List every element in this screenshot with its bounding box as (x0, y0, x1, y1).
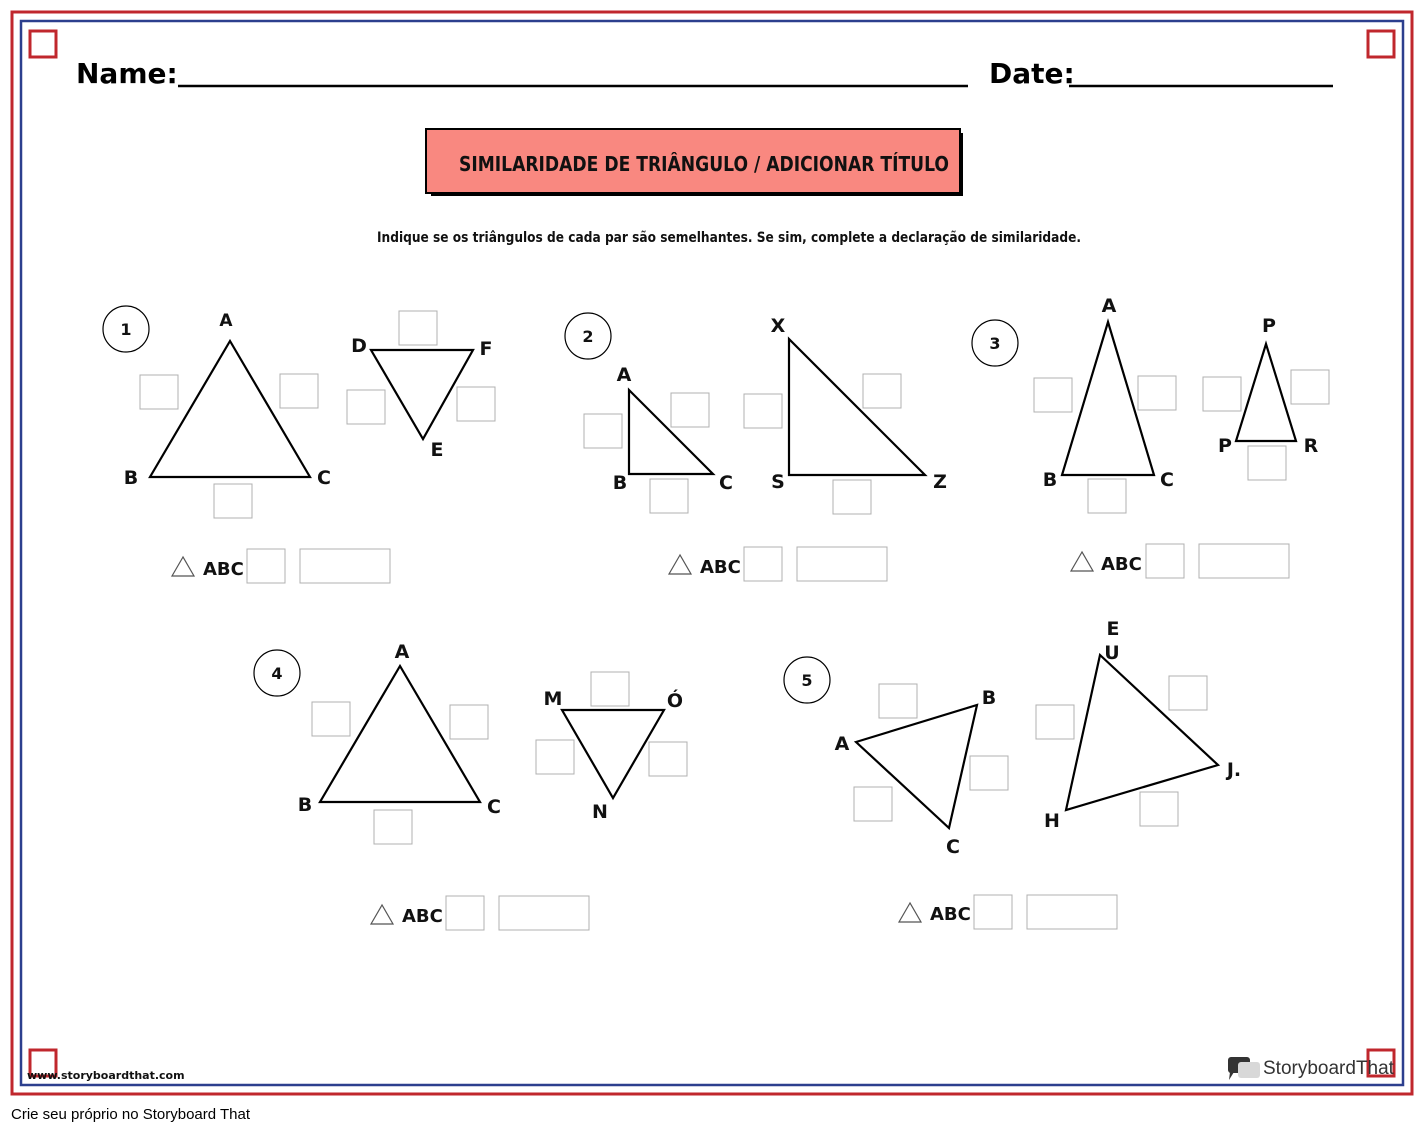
vertex-label: B (981, 687, 997, 709)
vertex-label: A (1101, 295, 1117, 317)
problem-1 (103, 306, 495, 583)
answer-box[interactable] (1140, 792, 1178, 826)
triangle-symbol-icon (172, 557, 194, 576)
footer-caption[interactable]: Crie seu próprio no Storyboard That (11, 1106, 251, 1123)
vertex-label: C (946, 836, 960, 858)
answer-box[interactable] (1138, 376, 1176, 410)
answer-box[interactable] (399, 311, 437, 345)
triangle-symbol-icon (371, 905, 393, 924)
answer-box[interactable] (863, 374, 901, 408)
answer-box[interactable] (1203, 377, 1241, 411)
page-title: SIMILARIDADE DE TRIÂNGULO / ADICIONAR TÍTULO (459, 152, 949, 176)
triangle-symbol-icon (899, 903, 921, 922)
similarity-statement: ABC (402, 906, 443, 927)
answer-wide-box[interactable] (499, 896, 589, 930)
answer-box[interactable] (1088, 479, 1126, 513)
problem-number: 4 (271, 664, 283, 683)
answer-box[interactable] (140, 375, 178, 409)
answer-box[interactable] (744, 547, 782, 581)
vertex-label: M (543, 688, 563, 710)
vertex-label: R (1303, 435, 1319, 457)
problem-number: 3 (989, 334, 1001, 353)
answer-wide-box[interactable] (1027, 895, 1117, 929)
answer-box[interactable] (1036, 705, 1074, 739)
vertex-label: D (351, 335, 367, 357)
answer-box[interactable] (536, 740, 574, 774)
answer-wide-box[interactable] (300, 549, 390, 583)
vertex-label: J. (1226, 759, 1242, 781)
problem-number: 5 (801, 671, 813, 690)
vertex-label: S (771, 471, 785, 493)
triangle-xsz (789, 339, 925, 475)
corner-square-top-right (1368, 31, 1394, 57)
answer-wide-box[interactable] (1199, 544, 1289, 578)
answer-box[interactable] (854, 787, 892, 821)
answer-box[interactable] (1291, 370, 1329, 404)
vertex-label: A (834, 733, 850, 755)
vertex-label: A (394, 641, 410, 663)
answer-box[interactable] (744, 394, 782, 428)
answer-box[interactable] (650, 479, 688, 513)
vertex-label: N (592, 801, 608, 823)
answer-box[interactable] (591, 672, 629, 706)
similarity-statement: ABC (930, 904, 971, 925)
speech-bubble-icon (1238, 1062, 1260, 1078)
problem-number: 2 (582, 327, 594, 346)
problem-5 (784, 618, 1241, 929)
vertex-label: C (317, 467, 331, 489)
vertex-label: P (1262, 315, 1276, 337)
vertex-label: A (616, 364, 632, 386)
vertex-label: Ó (666, 690, 684, 712)
answer-box[interactable] (312, 702, 350, 736)
answer-box[interactable] (1034, 378, 1072, 412)
storyboardthat-logo (1228, 1057, 1395, 1080)
answer-box[interactable] (450, 705, 488, 739)
triangle-symbol-icon (1071, 552, 1093, 571)
vertex-label: Z (933, 471, 947, 493)
vertex-label: B (612, 472, 628, 494)
vertex-label: U (1104, 642, 1120, 664)
answer-box[interactable] (649, 742, 687, 776)
vertex-label: X (770, 315, 786, 337)
answer-wide-box[interactable] (797, 547, 887, 581)
vertex-label: B (1042, 469, 1058, 491)
problem-4 (254, 641, 687, 930)
brand-name: StoryboardThat (1263, 1058, 1394, 1079)
vertex-label: B (297, 794, 313, 816)
speech-bubble-tail-icon (1229, 1072, 1234, 1080)
problem-number: 1 (120, 320, 132, 339)
answer-box[interactable] (671, 393, 709, 427)
problem-2 (565, 313, 947, 581)
vertex-label: B (123, 467, 139, 489)
corner-square-top-left (30, 31, 56, 57)
answer-box[interactable] (347, 390, 385, 424)
triangle-ppr (1236, 344, 1296, 441)
similarity-statement: ABC (203, 559, 244, 580)
answer-box[interactable] (280, 374, 318, 408)
answer-box[interactable] (879, 684, 917, 718)
answer-box[interactable] (584, 414, 622, 448)
answer-box[interactable] (374, 810, 412, 844)
vertex-label: F (479, 338, 493, 360)
triangle-symbol-icon (669, 555, 691, 574)
answer-box[interactable] (833, 480, 871, 514)
answer-box[interactable] (970, 756, 1008, 790)
date-label: Date: (989, 57, 1075, 90)
vertex-label: E (1106, 618, 1120, 640)
website-url: www.storyboardthat.com (27, 1069, 185, 1082)
similarity-statement: ABC (1101, 554, 1142, 575)
answer-box[interactable] (1146, 544, 1184, 578)
vertex-label: C (487, 796, 501, 818)
answer-box[interactable] (1248, 446, 1286, 480)
problem-3 (972, 295, 1329, 578)
similarity-statement: ABC (700, 557, 741, 578)
answer-box[interactable] (457, 387, 495, 421)
instructions: Indique se os triângulos de cada par são semelhantes. Se sim, complete a declaração de similaridade. (377, 230, 1081, 246)
vertex-label: P (1218, 435, 1232, 457)
vertex-label: C (719, 472, 733, 494)
answer-box[interactable] (214, 484, 252, 518)
answer-box[interactable] (247, 549, 285, 583)
vertex-label: H (1044, 810, 1060, 832)
vertex-label: C (1160, 469, 1174, 491)
answer-box[interactable] (1169, 676, 1207, 710)
name-label: Name: (76, 57, 178, 90)
vertex-label: E (430, 439, 444, 461)
answer-box[interactable] (974, 895, 1012, 929)
answer-box[interactable] (446, 896, 484, 930)
vertex-label: A (219, 311, 233, 331)
